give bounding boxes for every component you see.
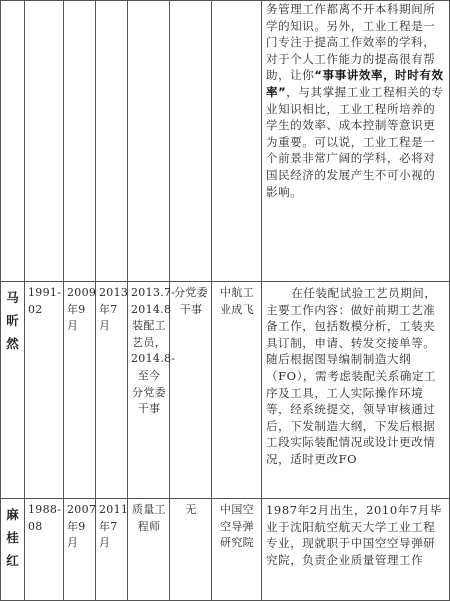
title-cell bbox=[128, 499, 170, 601]
description-emphasis: “事事讲效率，时时有效率” bbox=[266, 68, 444, 99]
unit-cell bbox=[212, 499, 262, 601]
description-cell bbox=[262, 282, 450, 499]
name-cell bbox=[1, 282, 25, 499]
name-cell bbox=[1, 499, 25, 601]
description-text bbox=[262, 1, 449, 200]
description-text: 1987年2月出生，2010年7月毕业于沈阳航空航天大学工业工程专业，现就职于中国空空导弹研究院，负责企业质量管理工作 bbox=[266, 503, 442, 567]
table-row bbox=[1, 1, 450, 282]
job-title: 2013.7-2014.8装配工艺员，2014.8-至今 分党委干事 bbox=[131, 286, 176, 416]
birth-cell bbox=[25, 282, 64, 499]
work-unit: 中国空空导弹研究院 bbox=[220, 503, 254, 550]
unit-cell bbox=[212, 282, 262, 499]
table-row bbox=[1, 282, 450, 499]
work-unit: 中航工业成飞 bbox=[220, 286, 254, 316]
birth-date: 1988-08 bbox=[28, 503, 62, 533]
post-cell bbox=[170, 282, 212, 499]
job-title: 质量工程师 bbox=[132, 503, 166, 533]
work-cell bbox=[96, 1, 128, 282]
description-text: 在任装配试验工艺员期间，主要工作内容：做好前期工艺准备工作，包括数模分析，工装夹具订制，申请、转发交接单等。随后根据图导编制制造大纲（FO），需考虑装配关系确定工序及工具，工人实际操作环境等，经系统提交，领导审核通过后，下发制造大纲，下发后根据工段实际装配情况或设计更改情况，适时更改FO bbox=[266, 286, 437, 466]
post-cell bbox=[170, 1, 212, 282]
birth-cell bbox=[25, 1, 64, 282]
post: 无 bbox=[185, 503, 197, 516]
work-cell bbox=[96, 499, 128, 601]
party-cell bbox=[64, 499, 96, 601]
birth-date: 1991-02 bbox=[28, 286, 62, 316]
party-date: 2007年9月 bbox=[67, 503, 97, 550]
party-cell bbox=[64, 1, 96, 282]
work-date: 2011年7月 bbox=[99, 503, 129, 550]
work-cell bbox=[96, 282, 128, 499]
post-cell bbox=[170, 499, 212, 601]
unit-cell bbox=[212, 1, 262, 282]
description-part: 务管理工作都离不开本科期间所学的知识。另外，工业工程是一门专注于提高工作效率的学科，对于个人工作能力的提高很有帮助，让你 bbox=[266, 2, 436, 83]
title-cell bbox=[128, 1, 170, 282]
table-row bbox=[1, 499, 450, 601]
party-cell bbox=[64, 282, 96, 499]
description-cell bbox=[262, 1, 450, 282]
work-date: 2013年7月 bbox=[99, 286, 129, 333]
description-part: ，与其掌握工业工程相关的专业知识相比，工业工程所培养的学生的效率、成本控制等意识更为重要。可以说，工业工程是一个前景非常广阔的学科，必将对国民经济的发展产生不可小视的影响。 bbox=[266, 84, 444, 199]
birth-cell bbox=[25, 499, 64, 601]
name-cell bbox=[1, 1, 25, 282]
description-cell bbox=[262, 499, 450, 601]
person-name: 马昕然 bbox=[6, 290, 19, 351]
title-cell bbox=[128, 282, 176, 499]
person-name: 麻桂红 bbox=[6, 507, 19, 568]
party-date: 2009年9月 bbox=[67, 286, 97, 333]
post: 分党委干事 bbox=[174, 286, 208, 316]
